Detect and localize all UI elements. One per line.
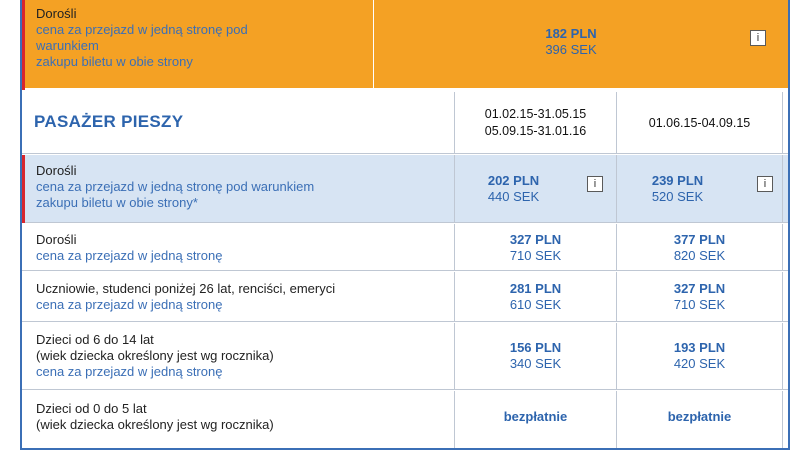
edge-cell — [782, 272, 788, 322]
section-title: PASAŻER PIESZY — [34, 112, 184, 131]
fare-row — [22, 391, 788, 448]
period-header-1 — [454, 92, 616, 154]
fare-label-cell — [22, 323, 454, 390]
price-sek: 610 SEK — [509, 297, 562, 312]
price-cell — [616, 272, 782, 322]
fare-title: Dorośli — [36, 232, 77, 247]
price-sek: 520 SEK — [651, 189, 704, 204]
fare-label-cell — [22, 391, 454, 448]
price-sek: 440 SEK — [487, 189, 540, 204]
edge-cell — [782, 391, 788, 448]
fare-label-cell — [22, 224, 454, 271]
price-pln: 327 PLN — [509, 232, 562, 247]
price-cell — [454, 272, 616, 322]
info-button[interactable]: i — [587, 176, 603, 192]
price-pln: 239 PLN — [651, 173, 704, 188]
price-cell — [454, 323, 616, 390]
price-sek: 710 SEK — [509, 248, 562, 263]
fare-row — [22, 323, 788, 390]
price-pln: 377 PLN — [673, 232, 726, 247]
top-price-cell — [374, 0, 788, 90]
top-title: Dorośli — [36, 6, 77, 21]
price-cell — [454, 155, 616, 223]
top-price-pln: 182 PLN — [545, 26, 597, 41]
fare-title: Uczniowie, studenci poniżej 26 lat, renciści, emeryci — [36, 281, 336, 296]
top-desc-line: warunkiem — [36, 38, 99, 53]
price-pln: 281 PLN — [509, 281, 562, 296]
fare-row — [22, 224, 788, 271]
fare-desc: zakupu biletu w obie strony* — [36, 195, 198, 210]
top-desc-line: zakupu biletu w obie strony — [36, 54, 193, 69]
price-pln: 202 PLN — [487, 173, 540, 188]
top-label-cell — [22, 0, 374, 90]
fare-desc: cena za przejazd w jedną stronę — [36, 248, 223, 263]
period-dates: 05.09.15-31.01.16 — [484, 124, 587, 138]
fare-title: Dzieci od 6 do 14 lat — [36, 332, 154, 347]
price-cell — [454, 224, 616, 271]
price-sek: 420 SEK — [673, 356, 726, 371]
price-sek: 340 SEK — [509, 356, 562, 371]
price-free: bezpłatnie — [503, 409, 568, 424]
period-header-2 — [616, 92, 782, 154]
info-button[interactable]: i — [750, 30, 766, 46]
price-pln: 193 PLN — [673, 340, 726, 355]
section-title-cell — [22, 92, 454, 154]
price-cell — [616, 391, 782, 448]
info-button[interactable]: i — [757, 176, 773, 192]
period-dates: 01.06.15-04.09.15 — [648, 116, 751, 130]
fare-row — [22, 155, 788, 223]
fare-title: Dorośli — [36, 163, 77, 178]
price-pln: 327 PLN — [673, 281, 726, 296]
fare-title: Dzieci od 0 do 5 lat — [36, 401, 147, 416]
fare-desc: cena za przejazd w jedną stronę — [36, 297, 223, 312]
price-sek: 820 SEK — [673, 248, 726, 263]
top-price-sek: 396 SEK — [545, 42, 597, 57]
top-desc-line: cena za przejazd w jedną stronę pod — [36, 22, 248, 37]
price-pln: 156 PLN — [509, 340, 562, 355]
fare-row — [22, 272, 788, 322]
edge-cell — [782, 155, 788, 223]
fare-label-cell — [22, 155, 454, 223]
price-cell — [454, 391, 616, 448]
price-cell — [616, 323, 782, 390]
period-dates: 01.02.15-31.05.15 — [484, 107, 587, 121]
header-row — [22, 92, 788, 154]
top-fare-row — [22, 0, 788, 90]
price-sek: 710 SEK — [673, 297, 726, 312]
price-cell — [616, 224, 782, 271]
price-cell — [616, 155, 782, 223]
fare-title: (wiek dziecka określony jest wg rocznika) — [36, 348, 274, 363]
edge-cell — [782, 92, 788, 154]
edge-cell — [782, 224, 788, 271]
fare-title: (wiek dziecka określony jest wg rocznika) — [36, 417, 274, 432]
fare-desc: cena za przejazd w jedną stronę — [36, 364, 223, 379]
fare-desc: cena za przejazd w jedną stronę pod warunkiem — [36, 179, 315, 194]
price-free: bezpłatnie — [667, 409, 732, 424]
edge-cell — [782, 323, 788, 390]
fare-label-cell — [22, 272, 454, 322]
fare-table — [20, 0, 790, 450]
